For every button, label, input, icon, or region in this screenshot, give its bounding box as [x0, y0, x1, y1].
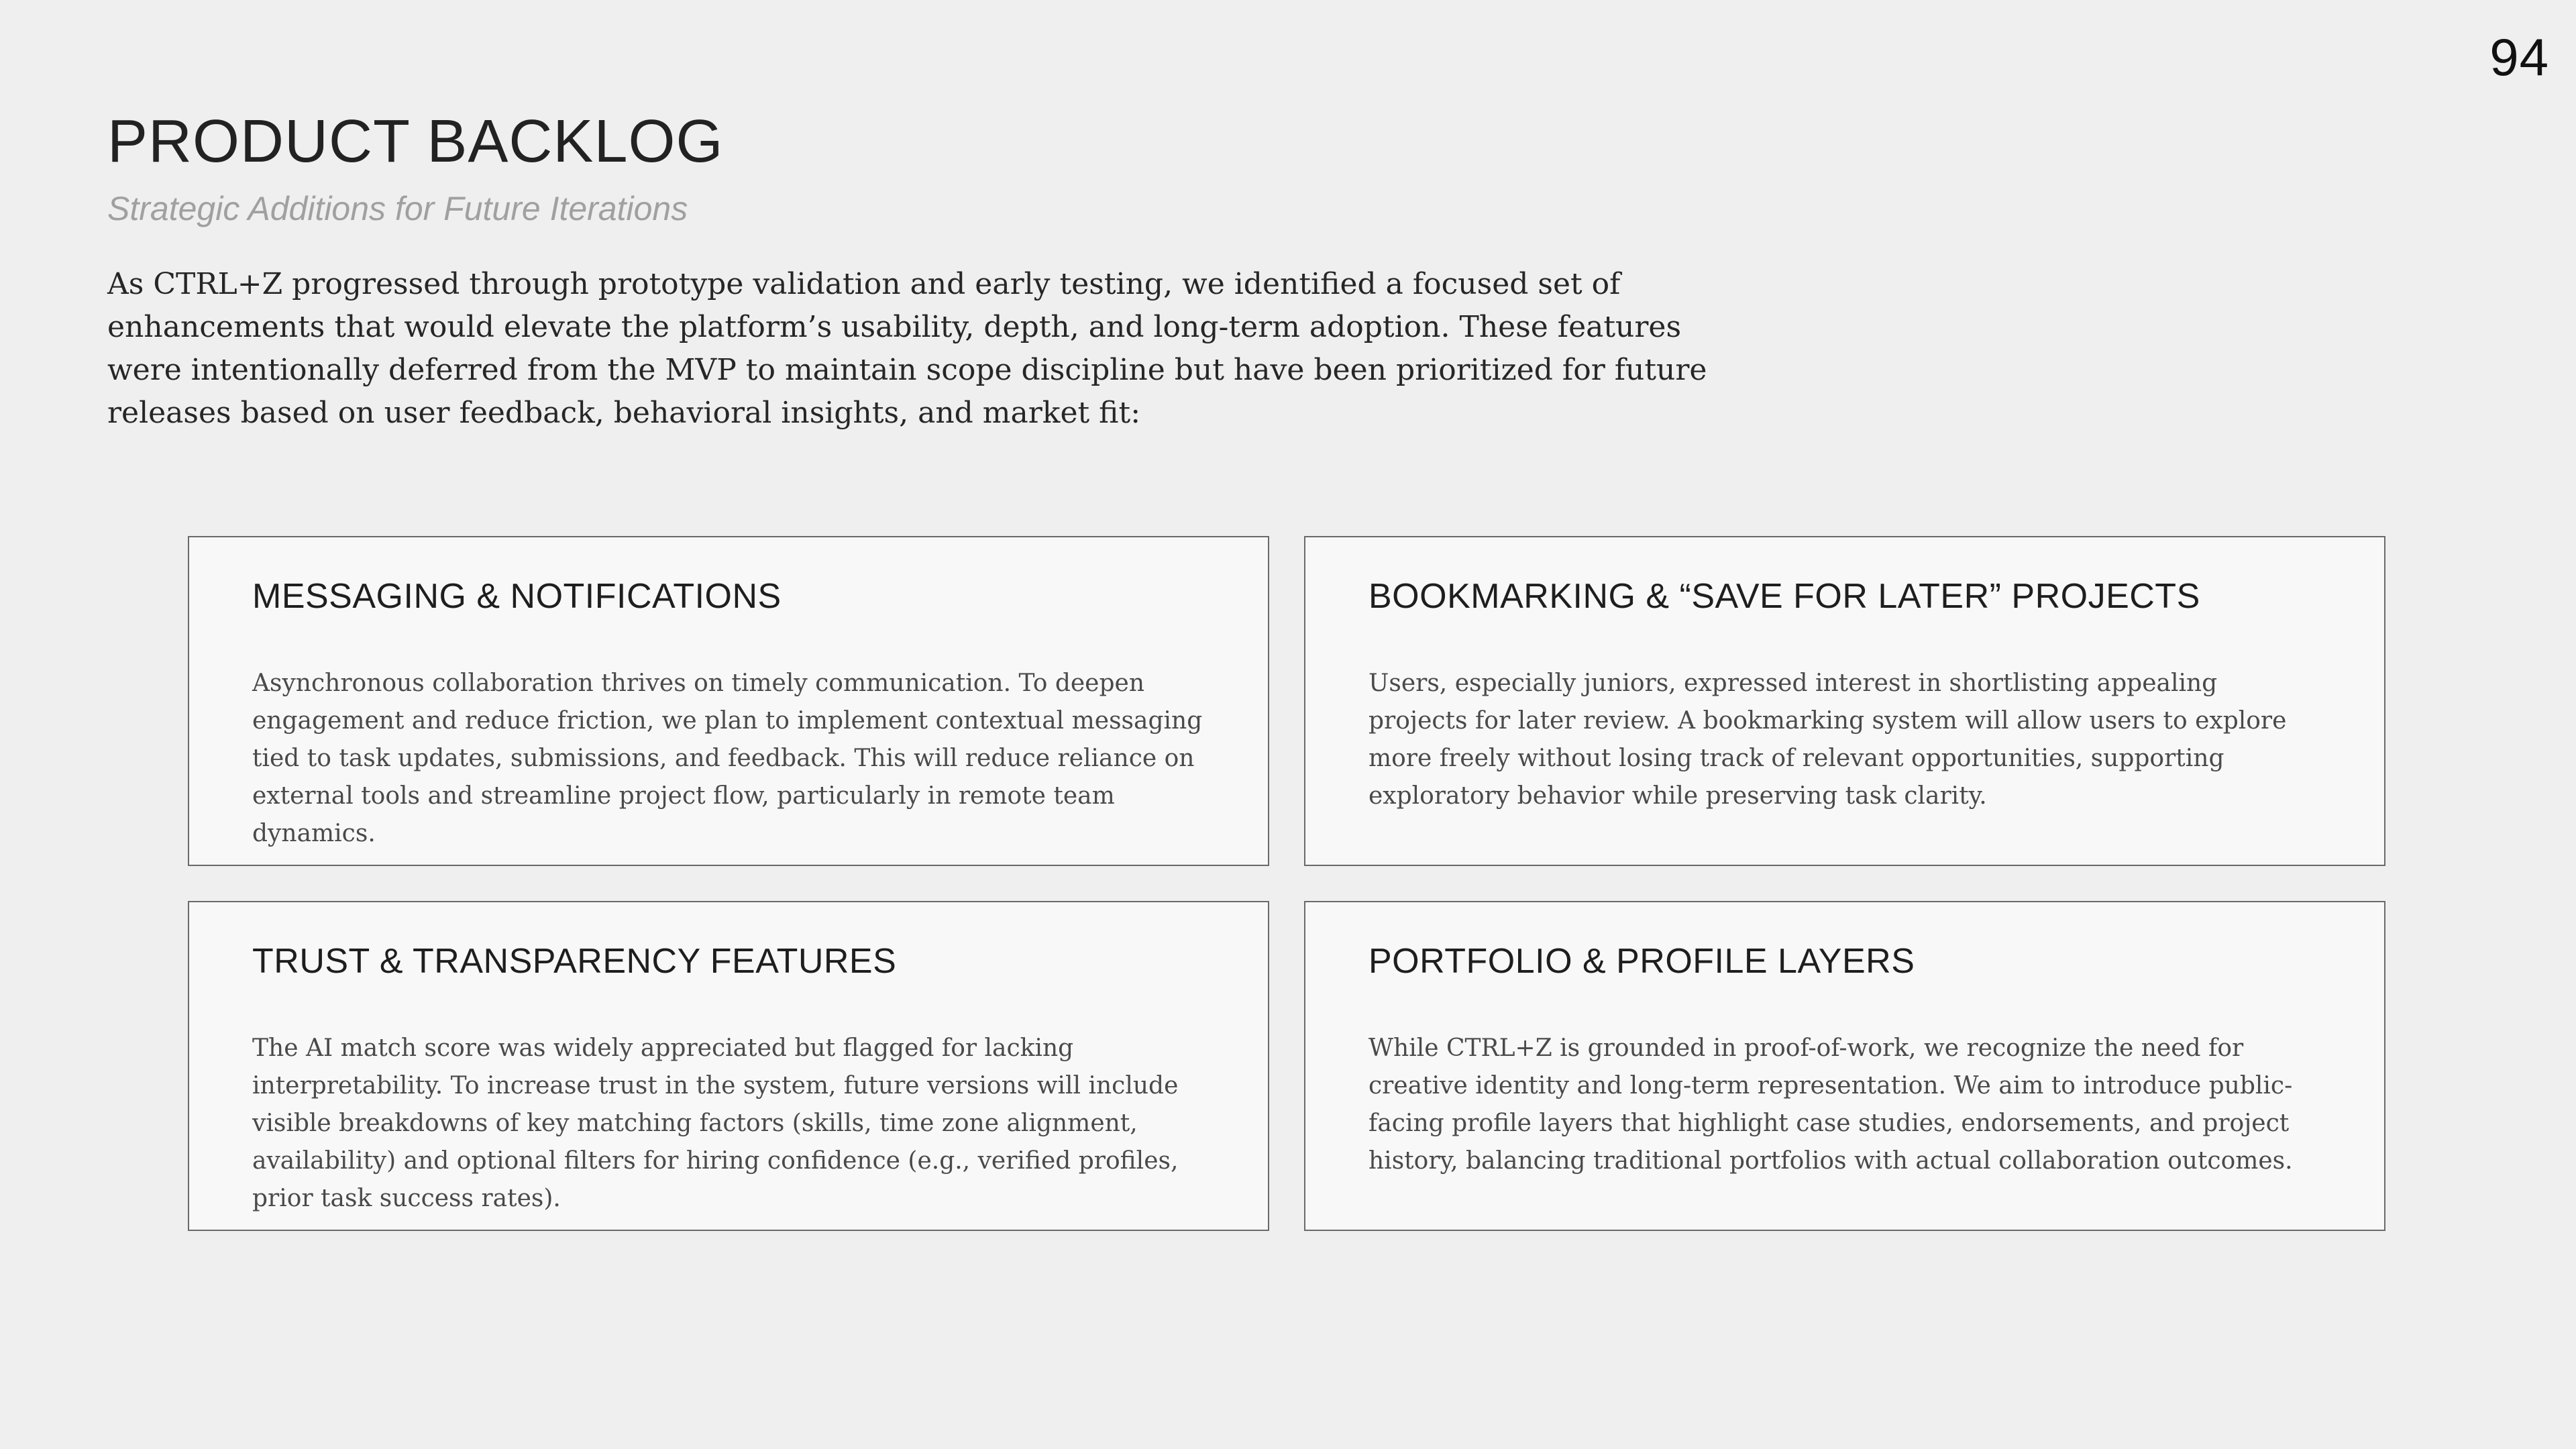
intro-paragraph: As CTRL+Z progressed through prototype validation and early testing, we identified a focused set of enhancements that would elevate the platform’s usability, depth, and long-term adoption. These features were intentionally deferred from the MVP to maintain scope discipline but have been prioritized for future releases based on user feedback, behavioral insights, and market fit: — [107, 267, 1707, 430]
backlog-card-messaging — [188, 536, 1269, 866]
backlog-card-portfolio — [1304, 901, 2385, 1231]
page-title: PRODUCT BACKLOG — [107, 108, 724, 175]
card-body: Asynchronous collaboration thrives on timely communication. To deepen engagement and reduce friction, we plan to implement contextual messaging tied to task updates, submissions, and feedback. This will reduce reliance on external tools and streamline project flow, particularly in remote team dynamics. — [252, 669, 1203, 847]
backlog-card-bookmarking — [1304, 536, 2385, 866]
card-title: MESSAGING & NOTIFICATIONS — [252, 577, 782, 616]
card-body: Users, especially juniors, expressed interest in shortlisting appealing projects for later review. A bookmarking system will allow users to explore more freely without losing track of relevant opportunities, supporting exploratory behavior while preserving task clarity. — [1368, 669, 2287, 810]
card-body: The AI match score was widely appreciated but flagged for lacking interpretability. To increase trust in the system, future versions will include visible breakdowns of key matching factors (skills, time zone alignment, availability) and optional filters for hiring confidence (e.g., verified profiles, prior task success rates). — [252, 1034, 1179, 1212]
backlog-card-trust — [188, 901, 1269, 1231]
card-body: While CTRL+Z is grounded in proof-of-work, we recognize the need for creative identity and long-term representation. We aim to introduce public-facing profile layers that highlight case studies, endorsements, and project history, balancing traditional portfolios with actual collaboration outcomes. — [1368, 1034, 2293, 1175]
card-title: BOOKMARKING & “SAVE FOR LATER” PROJECTS — [1368, 577, 2200, 616]
page-subtitle: Strategic Additions for Future Iterations — [107, 190, 688, 227]
card-title: PORTFOLIO & PROFILE LAYERS — [1368, 942, 1915, 981]
page-number: 94 — [2489, 28, 2549, 87]
card-title: TRUST & TRANSPARENCY FEATURES — [252, 942, 897, 981]
